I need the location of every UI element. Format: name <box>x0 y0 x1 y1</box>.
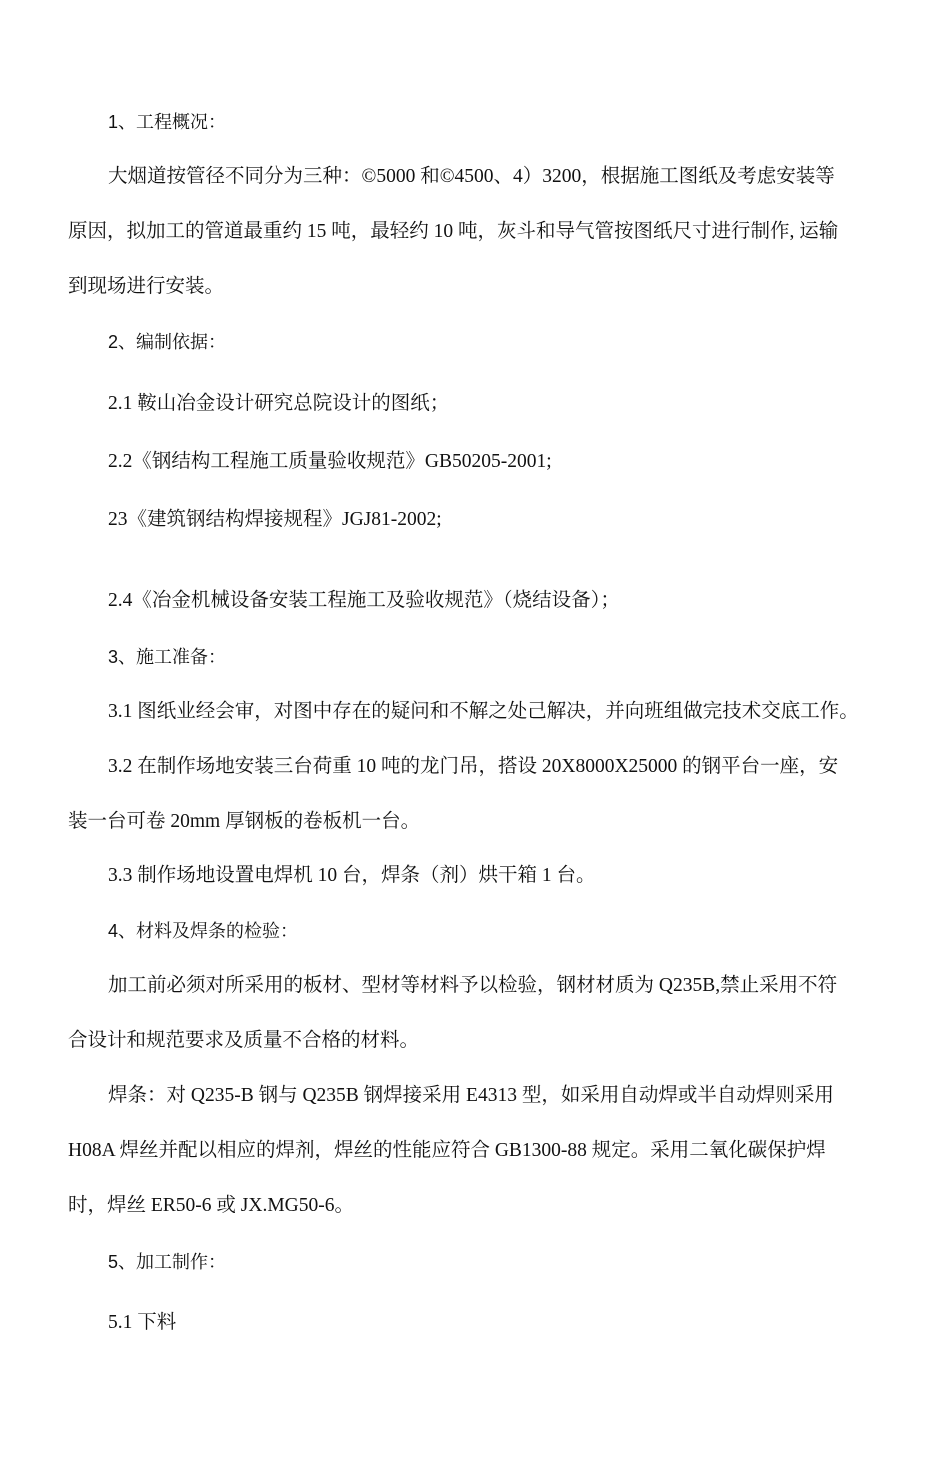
section-2-item-2: 2.2《钢结构工程施工质量验收规范》GB50205-2001; <box>108 451 552 472</box>
section-4-line-4: H08A 焊丝并配以相应的焊剂，焊丝的性能应符合 GB1300-88 规定。采用二氧化碳保护焊 <box>68 1140 826 1161</box>
section-4-line-3: 焊条：对 Q235-B 钢与 Q235B 钢焊接采用 E4313 型，如采用自动焊或半自动焊则采用 <box>108 1085 834 1106</box>
section-2-item-4: 2.4《冶金机械设备安装工程施工及验收规范》（烧结设备）； <box>108 590 620 611</box>
section-3-line-2: 3.2 在制作场地安装三台荷重 10 吨的龙门吊，搭设 20X8000X25000 的钢平台一座，安 <box>108 756 839 777</box>
section-3-heading: 3、施工准备： <box>108 647 227 667</box>
section-3-line-1: 3.1 图纸业经会审，对图中存在的疑问和不解之处己解决，并向班组做完技术交底工作。 <box>108 701 859 722</box>
section-5-line-1: 5.1 下料 <box>108 1312 177 1333</box>
section-4-line-5: 时，焊丝 ER50-6 或 JX.MG50-6。 <box>68 1195 354 1216</box>
section-4-line-1: 加工前必须对所采用的板材、型材等材料予以检验，钢材材质为 Q235B,禁止采用不符 <box>108 975 838 996</box>
section-2-heading: 2、编制依据： <box>108 332 227 352</box>
section-3-line-4: 3.3 制作场地设置电焊机 10 台，焊条（剂）烘干箱 1 台。 <box>108 865 596 886</box>
section-1-line-1: 大烟道按管径不同分为三种：©5000 和©4500、4）3200，根据施工图纸及考虑安装等 <box>108 166 835 187</box>
section-1-line-2: 原因，拟加工的管道最重约 15 吨，最轻约 10 吨，灰斗和导气管按图纸尺寸进行制作, 运输 <box>68 221 839 242</box>
section-4-line-2: 合设计和规范要求及质量不合格的材料。 <box>68 1030 420 1051</box>
section-3-line-3: 装一台可卷 20mm 厚钢板的卷板机一台。 <box>68 811 421 832</box>
section-2-item-1: 2.1 鞍山冶金设计研究总院设计的图纸； <box>108 393 450 414</box>
section-4-heading: 4、材料及焊条的检验： <box>108 921 299 941</box>
section-5-heading: 5、加工制作： <box>108 1252 227 1272</box>
section-1-line-3: 到现场进行安装。 <box>68 276 225 297</box>
section-2-item-3: 23《建筑钢结构焊接规程》JGJ81-2002; <box>108 509 442 530</box>
section-1-heading: 1、工程概况： <box>108 112 227 132</box>
